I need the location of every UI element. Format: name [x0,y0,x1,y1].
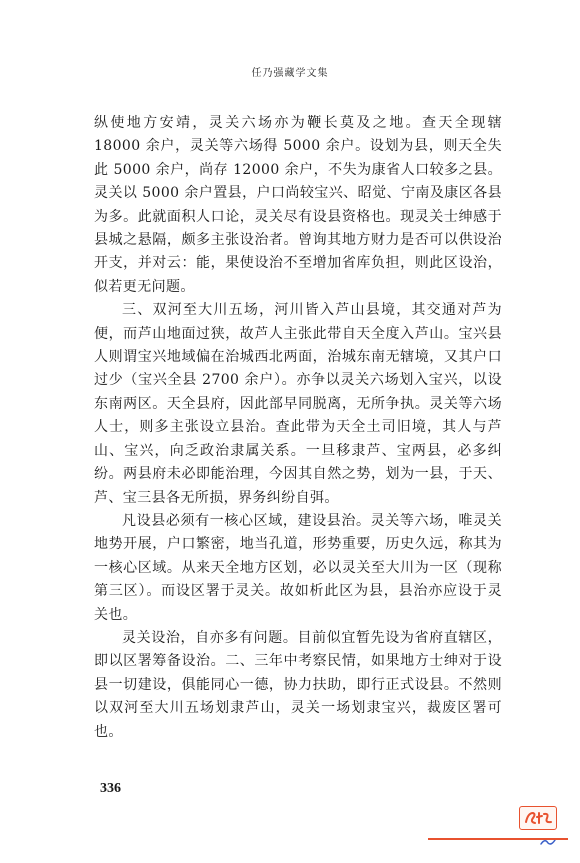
body-text [94,112,502,744]
signature-mark-icon [540,832,556,842]
paragraph-2: 三、双河至大川五场，河川皆入芦山县境，其交通对芦为便，而芦山地面过狭，故芦人主张此带自天全度入芦山。宝兴县人则谓宝兴地域偏在治城西北两面，治城东南无辖境，又其户口过少（宝兴全县 2700 余户）。亦争以灵关六场划入宝兴，以设东南两区。天全县府，因此部早同脱离，无所争执。灵关等六场人士，则多主张设立县治。查此带为天全土司旧境，其人与芦山、宝兴，向乏政治隶属关系。一旦移隶芦、宝两县，必多纠纷。两县府未必即能治理，今因其自然之势，划为一县，于天、芦、宝三县各无所损，界务纠纷自弭。 [94,302,502,506]
paragraph-4: 灵关设治，自亦多有问题。目前似宜暂先设为省府直辖区，即以区署筹备设治。二、三年中考察民情，如果地方士绅对于设县一切建设，俱能同心一德，协力扶助，即行正式设县。不然则以双河至大川五场划隶芦山，灵关一场划隶宝兴，裁废区署可也。 [94,629,502,740]
page-number: 336 [100,781,121,796]
forum-logo-icon [519,806,557,830]
running-header: 任乃强藏学文集 [251,68,329,79]
paragraph-3: 凡设县必须有一核心区域，建设县治。灵关等六场，唯灵关地势开展，户口繁密，地当孔道，形势重要，历史久远，称其为一核心区域。从来天全地方区划，必以灵关至大川为一区（现称第三区）。而设区署于灵关。故如析此区为县，县治亦应设于灵关也。 [94,512,502,623]
paragraph-1: 纵使地方安靖，灵关六场亦为鞭长莫及之地。查天全现辖 18000 余户，灵关等六场得 5000 余户。设划为县，则天全失此 5000 余户，尚存 12000 余户，不失为康省人口较多之县。灵关以 5000 余户置县，户口尚较宝兴、昭觉、宁南及康区各县为多。此就面积人口论，灵关尽有设县资格也。现灵关士绅感于县城之悬隔，颇多主张设治者。曾询其地方财力是否可以供设治开支，并对云：能，果使设治不至增加省库负担，则此区设治，似若更无问题。 [94,115,502,295]
decorative-line [428,838,568,840]
